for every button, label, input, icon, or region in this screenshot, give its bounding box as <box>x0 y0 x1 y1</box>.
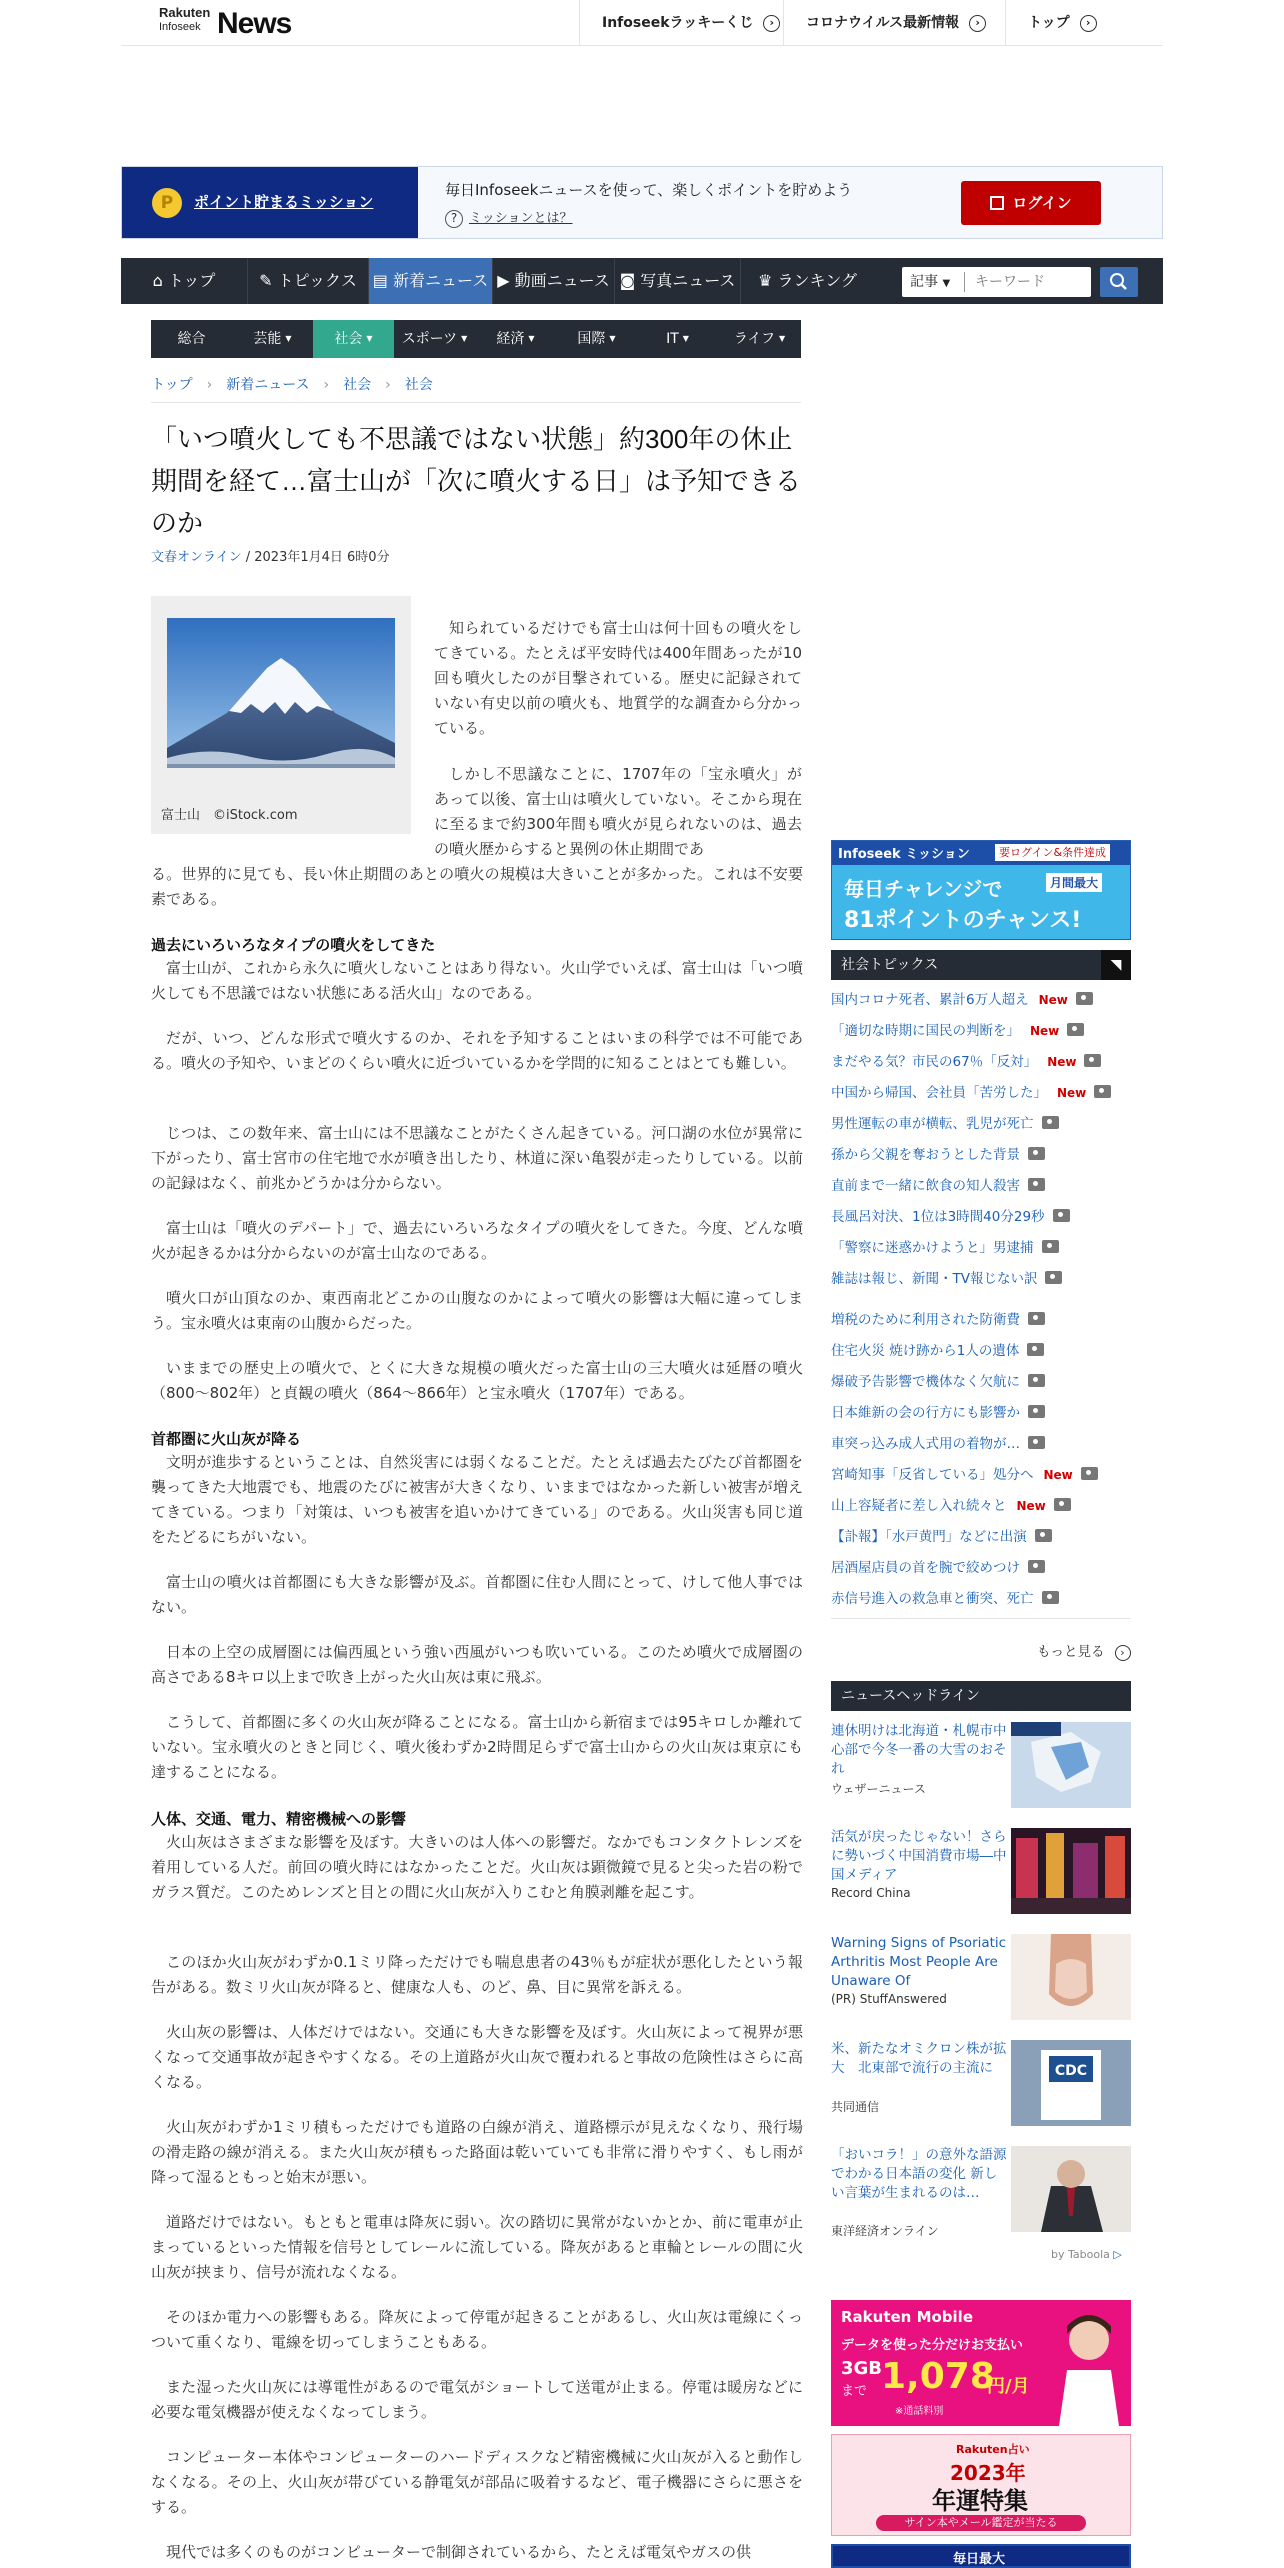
article-paragraph: じつは、この数年来、富士山には不思議なことがたくさん起きている。河口湖の水位が異常に下がったり、富士宮市の住宅地で水が噴き出したり、林道に深い亀裂が走ったりしている。以前の記録はなく、前兆かどうかは分からない。 <box>151 1124 803 1192</box>
article-paragraph: こうして、首都圏に多くの火山灰が降ることになる。富士山から新宿までは95キロしか離れていない。宝永噴火のときと同じく、噴火後わずか2時間足らずで富士山からの火山灰は東京にも達することになる。 <box>151 1713 803 1781</box>
article-paragraph: 火山灰はさまざまな影響を及ぼす。大きいのは人体への影響だ。なかでもコンタクトレンズを着用している人だ。前回の噴火時にはなかったことだ。火山灰は顕微鏡で見ると尖った岩の粉でガラス質だ。このためレンズと目との間に火山灰が入りこむと角膜剥離を起こす。 <box>151 1833 803 1901</box>
topic-label: 直前まで一緒に飲食の知人殺害 <box>831 1178 1020 1194</box>
city-night-thumbnail <box>1011 1828 1131 1914</box>
mission-bar <box>121 166 1163 239</box>
mission-text: 毎日Infoseekニュースを使って、楽しくポイントを貯めよう <box>445 181 853 199</box>
document-icon: ▤ <box>372 271 393 290</box>
search-button[interactable] <box>1100 267 1138 297</box>
header-link-label: トップ <box>1028 15 1070 31</box>
ad-price: 1,078 <box>881 2356 995 2397</box>
breadcrumb <box>151 374 433 394</box>
headline-item[interactable] <box>831 2040 1131 2128</box>
nav-topics[interactable] <box>248 258 369 304</box>
login-button[interactable] <box>961 181 1101 225</box>
search-box <box>902 267 1091 297</box>
mission-what-link[interactable] <box>445 207 572 228</box>
topic-item[interactable] <box>831 1403 1045 1423</box>
mission-what-label: ミッションとは？ <box>469 211 573 226</box>
article-paragraph: また湿った火山灰には導電性があるので電気がショートして送電が止まる。停電は暖房などに必要な電気機器が使えなくなってしまう。 <box>151 2378 803 2421</box>
headline-text: Warning Signs of Psoriatic Arthritis Most People Are Unaware Of <box>831 1935 1007 1989</box>
camera-icon <box>1045 1271 1062 1284</box>
topic-item[interactable] <box>831 1052 1101 1072</box>
cat-entertainment[interactable] <box>232 320 313 358</box>
camera-icon <box>1067 1023 1084 1036</box>
mission-banner-main2: 81ポイントのチャンス! <box>844 908 1082 933</box>
topic-item[interactable] <box>831 1341 1044 1361</box>
mission-banner-badge: 月間最大 <box>1046 873 1102 892</box>
topic-label: 雑誌は報じ、新聞・TV報じない訳 <box>831 1271 1038 1287</box>
cat-international[interactable] <box>556 320 637 358</box>
model-portrait <box>1049 2304 1129 2426</box>
article-paragraph: 火山灰がわずか1ミリ積もっただけでも道路の白線が消え、道路標示が見えなくなり、飛行場の滑走路の線が消える。また火山灰が積もった路面は乾いていても非常に滑りやすく、もし雨が降って湿るともっと始末が悪い。 <box>151 2118 803 2186</box>
topic-item[interactable] <box>831 1176 1045 1196</box>
fingernail-thumbnail <box>1011 1934 1131 2020</box>
camera-icon <box>1028 1178 1045 1191</box>
cat-label: スポーツ <box>401 331 458 347</box>
mission-banner-tag: 要ログイン&条件達成 <box>995 844 1110 861</box>
mission-banner-title: Infoseek ミッション <box>838 847 970 862</box>
svg-text:CDC: CDC <box>1054 2063 1088 2079</box>
topic-label: 孫から父親を奪おうとした背景 <box>831 1147 1020 1163</box>
headline-text: 活気が戻ったじゃない！さらに勢いづく中国消費市場―中国メディア <box>831 1829 1007 1883</box>
nav-photo[interactable] <box>615 258 741 304</box>
article-paragraph: コンピューター本体やコンピューターのハードディスクなど精密機械に火山灰が入ると動作しなくなる。その上、火山灰が帯びている静電気が部品に吸着するなど、電子機器にさらに悪さをする。 <box>151 2448 803 2516</box>
mission-link[interactable]: ポイント貯まるミッション <box>194 193 374 211</box>
topic-item[interactable] <box>831 1434 1045 1454</box>
topic-label: 長風呂対決、1位は3時間40分29秒 <box>831 1209 1045 1225</box>
camera-icon <box>1084 1054 1101 1067</box>
headline-source: Record China <box>831 1886 911 1900</box>
topic-item[interactable] <box>831 1496 1071 1516</box>
cat-label: ライフ <box>733 331 775 347</box>
article-paragraph: 知られているだけでも富士山は何十回もの噴火をしてきている。たとえば平安時代は400年間あったが10回も噴火したのが目撃されている。歴史に記録されていない有史以前の噴火も、地質学的な調査から分かっている。 <box>434 619 802 737</box>
new-badge: New <box>1016 1499 1046 1513</box>
figure-caption: 富士山 ©iStock.com <box>161 808 298 823</box>
cat-sports[interactable] <box>394 320 475 358</box>
article-date: / 2023年1月4日 6時0分 <box>241 550 390 565</box>
mission-banner-head <box>832 841 1130 865</box>
ad-brand: Rakuten占い <box>956 2443 1030 2456</box>
camera-icon <box>1081 1467 1098 1480</box>
topic-item[interactable] <box>831 1114 1059 1134</box>
article-paragraph: いままでの歴史上の噴火で、とくに大きな規模の噴火だった富士山の三大噴火は延暦の噴火（800～802年）と貞観の噴火（864～866年）と宝永噴火（1707年）である。 <box>151 1359 803 1402</box>
article-title: 「いつ噴火しても不思議ではない状態」約300年の休止期間を経て…富士山が「次に噴火する日」は予知できるのか <box>151 424 802 538</box>
article-paragraph: 日本の上空の成層圏には偏西風という強い西風がいつも吹いている。このため噴火で成層圏の高さである8キロ以上まで吹き上がった火山灰は東に飛ぶ。 <box>151 1643 803 1686</box>
nav-label: 新着ニュース <box>393 271 489 290</box>
section-heading: 人体、交通、電力、精密機械への影響 <box>151 1810 407 1828</box>
headline-title: ニュースヘッドライン <box>841 1688 980 1704</box>
topic-label: 山上容疑者に差し入れ続々と <box>831 1498 1007 1514</box>
topic-label: 車突っ込み成人式用の着物が… <box>831 1436 1020 1452</box>
coin-icon: P <box>152 188 182 218</box>
bottom-ad[interactable] <box>831 2544 1131 2568</box>
chevron-down-icon: ▼ <box>942 278 951 289</box>
home-icon: ⌂ <box>152 271 168 290</box>
article-paragraph: そのほか電力への影響もある。降灰によって停電が起きることがあるし、火山灰は電線にくっついて重くなり、電線を切ってしまうこともある。 <box>151 2308 803 2351</box>
topic-item[interactable] <box>831 1465 1098 1485</box>
play-icon: ▶ <box>497 271 515 290</box>
chevron-right-icon: › <box>1115 1645 1131 1661</box>
ad-brand: Rakuten Mobile <box>841 2308 973 2326</box>
crown-icon: ♛ <box>758 271 778 290</box>
topics-title: 社会トピックス <box>841 957 939 973</box>
topic-label: 「適切な時期に国民の判断を」 <box>831 1023 1020 1039</box>
pencil-icon: ✎ <box>259 271 278 290</box>
chevron-right-icon: › <box>385 377 391 393</box>
topic-item[interactable] <box>831 1021 1084 1041</box>
taboola-label: by Taboola <box>1051 2248 1110 2261</box>
ad-unit: 円/月 <box>987 2376 1030 2397</box>
camera-icon <box>1027 1343 1044 1356</box>
mount-fuji-photo[interactable] <box>167 618 395 768</box>
article-paragraph: しかし不思議なことに、1707年の「宝永噴火」があって以後、富士山は噴火していない。そこから現在に至るまで約300年間も噴火が見られないのは、過去の噴火歴からすると異例の休止期間であ <box>434 765 802 858</box>
divider <box>831 1618 1131 1619</box>
header-link-label: コロナウイルス最新情報 <box>806 15 960 31</box>
topic-item[interactable] <box>831 1238 1059 1258</box>
page <box>121 0 1163 2568</box>
cat-life[interactable] <box>718 320 801 358</box>
article-paragraph: る。世界的に見ても、長い休止期間のあとの噴火の規模は大きいことが多かった。これは不安要素である。 <box>151 865 803 908</box>
search-type-label: 記事 <box>910 274 938 290</box>
camera-icon <box>1035 1529 1052 1542</box>
topic-item[interactable] <box>831 1310 1045 1330</box>
article-paragraph: 富士山が、これから永久に噴火しないことはあり得ない。火山学でいえば、富士山は「いつ噴火しても不思議ではない状態にある活火山」なのである。 <box>151 959 803 1002</box>
site-logo[interactable] <box>159 6 299 40</box>
cat-society[interactable] <box>313 320 394 358</box>
camera-icon <box>1028 1312 1045 1325</box>
ad-year: 2023年 <box>950 2461 1026 2485</box>
camera-icon <box>1028 1436 1045 1449</box>
headline-item[interactable] <box>831 1934 1131 2022</box>
cat-economy[interactable] <box>475 320 556 358</box>
ad-3gb: 3GB <box>841 2358 883 2379</box>
article-paragraph: 噴火口が山頂なのか、東西南北どこかの山腹なのかによって噴火の影響は大幅に違ってしまう。宝永噴火は東南の山腹からだった。 <box>151 1289 803 1332</box>
new-badge: New <box>1038 993 1068 1007</box>
rakuten-mobile-ad[interactable] <box>831 2300 1131 2426</box>
article-figure <box>151 596 411 834</box>
breadcrumb-item[interactable]: 社会 <box>343 377 372 393</box>
topic-label: 爆破予告影響で機体なく欠航に <box>831 1374 1020 1390</box>
rakuten-fortune-ad[interactable] <box>831 2434 1131 2536</box>
ad-text: 毎日最大 <box>953 2552 1006 2567</box>
camera-icon: ◙ <box>619 271 641 290</box>
businessman-thumbnail <box>1011 2146 1131 2232</box>
taboola-icon: ▷ <box>1113 2248 1122 2261</box>
article-paragraph: このほか火山灰がわずか0.1ミリ降っただけでも喘息患者の43％もが症状が悪化したという報告がある。数ミリ火山灰が降ると、健康な人も、のど、鼻、目に異常を訴える。 <box>151 1953 803 1996</box>
cat-label: 国際 <box>577 331 606 347</box>
camera-icon <box>1028 1374 1045 1387</box>
camera-icon <box>1042 1240 1059 1253</box>
headline-text: 連休明けは北海道・札幌市中心部で今冬一番の大雪のおそれ <box>831 1723 1007 1777</box>
login-icon <box>990 196 1004 210</box>
ad-sub: サイン本やメール鑑定が当たる <box>876 2515 1086 2531</box>
topic-label: 男性運転の車が横転、乳児が死亡 <box>831 1116 1034 1132</box>
logo-infoseek: Infoseek <box>159 21 201 33</box>
rss-icon[interactable]: ◥ <box>1101 950 1131 980</box>
main-nav <box>121 258 1163 304</box>
topic-item[interactable] <box>831 1269 1062 1289</box>
camera-icon <box>1028 1405 1045 1418</box>
more-label: もっと見る <box>1037 1644 1105 1660</box>
mission-banner-body <box>832 865 1130 939</box>
more-link[interactable] <box>1037 1640 1131 1661</box>
topic-label: 居酒屋店員の首を腕で絞めつけ <box>831 1560 1020 1576</box>
nav-label: トピックス <box>277 271 357 290</box>
headline-item[interactable] <box>831 1828 1131 1916</box>
topic-label: 中国から帰国、会社員「苦労した」 <box>831 1085 1047 1101</box>
site-header <box>121 0 1163 46</box>
topic-item[interactable] <box>831 1558 1045 1578</box>
caret-down-icon: ▼ <box>285 334 292 343</box>
new-badge: New <box>1043 1468 1073 1482</box>
search-icon <box>1100 267 1138 297</box>
taboola-credit[interactable] <box>1051 2248 1122 2261</box>
cat-label: 経済 <box>496 331 525 347</box>
topics-header <box>831 950 1131 980</box>
topic-label: 住宅火災 焼け跡から1人の遺体 <box>831 1343 1020 1359</box>
cdc-sign-thumbnail <box>1011 2040 1131 2126</box>
chevron-right-icon: › <box>969 15 986 32</box>
caret-down-icon: ▼ <box>461 334 468 343</box>
topic-item[interactable] <box>831 1589 1059 1609</box>
mission-banner-main1: 毎日チャレンジで <box>844 877 1003 901</box>
topic-label: 宮崎知事「反省している」処分へ <box>831 1467 1034 1483</box>
new-badge: New <box>1030 1024 1060 1038</box>
ad-made: まで <box>841 2384 868 2399</box>
chevron-right-icon: › <box>323 377 330 393</box>
topic-label: 「警察に迷惑かけようと」男逮捕 <box>831 1240 1034 1256</box>
camera-icon <box>1094 1085 1111 1098</box>
nav-top[interactable] <box>121 258 248 304</box>
ad-title: 年運特集 <box>932 2487 1028 2515</box>
camera-icon <box>1028 1560 1045 1573</box>
mission-box <box>122 167 418 238</box>
caret-down-icon: ▼ <box>609 334 616 343</box>
caret-down-icon: ▼ <box>528 334 535 343</box>
login-label: ログイン <box>1012 194 1072 212</box>
topic-label: 【訃報】「水戸黄門」などに出演 <box>831 1529 1027 1545</box>
topic-label: 国内コロナ死者、累計6万人超え <box>831 992 1029 1008</box>
topic-item[interactable] <box>831 990 1093 1010</box>
logo-rakuten: Rakuten <box>159 5 211 20</box>
topic-label: 赤信号進入の救急車と衝突、死亡 <box>831 1591 1034 1607</box>
article-paragraph: だが、いつ、どんな形式で噴火するのか、それを予知することはいまの科学では不可能である。噴火の予知や、いまどのくらい噴火に近づいているかを学問的に知ることはとても難しい。 <box>151 1029 803 1072</box>
article-paragraph: 現代では多くのものがコンピューターで制御されているから、たとえば電気やガスの供 <box>166 2543 752 2561</box>
ad-note: ※通話料別 <box>895 2406 944 2417</box>
article-paragraph: 道路だけではない。もともと電車は降灰に弱い。次の踏切に異常がないかとか、前に電車が止まっているといった情報を信号としてレールに流している。降灰があると車輪とレールの間に火山灰が挟まり、信号が流れなくなる。 <box>151 2213 803 2281</box>
caret-down-icon: ▼ <box>682 334 689 343</box>
nav-label: 動画ニュース <box>514 271 610 290</box>
nav-ranking[interactable] <box>741 258 874 304</box>
camera-icon <box>1054 1498 1071 1511</box>
question-icon: ? <box>445 210 463 228</box>
new-badge: New <box>1057 1086 1087 1100</box>
section-heading: 過去にいろいろなタイプの噴火をしてきた <box>151 936 436 954</box>
article-paragraph: 富士山の噴火は首都圏にも大きな影響が及ぶ。首都圏に住む人間にとって、けして他人事ではない。 <box>151 1573 803 1616</box>
cat-label: 総合 <box>177 331 206 347</box>
topic-item[interactable] <box>831 1527 1052 1547</box>
logo-news: News <box>217 7 292 40</box>
header-link-lucky[interactable] <box>579 0 783 46</box>
chevron-right-icon: › <box>206 377 213 393</box>
headline-text: 「おいコラ！」の意外な語源でわかる日本語の変化 新しい言葉が生まれるのは… <box>831 2147 1007 2201</box>
nav-latest[interactable] <box>369 258 493 304</box>
headline-source: 東洋経済オンライン <box>831 2224 939 2238</box>
headline-item[interactable] <box>831 1722 1131 1810</box>
topic-item[interactable] <box>831 1207 1070 1227</box>
new-badge: New <box>1047 1055 1077 1069</box>
nav-video[interactable] <box>493 258 615 304</box>
nav-label: 写真ニュース <box>640 271 736 290</box>
weather-map-thumbnail <box>1011 1722 1131 1808</box>
article-paragraph: 富士山は「噴火のデパート」で、過去にいろいろなタイプの噴火をしてきた。今度、どんな噴火が起きるかは分からないのが富士山なのである。 <box>151 1219 803 1262</box>
divider <box>151 402 801 403</box>
cat-label: IT <box>666 331 679 347</box>
topic-label: 日本維新の会の行方にも影響か <box>831 1405 1020 1421</box>
camera-icon <box>1042 1116 1059 1129</box>
header-link-label: Infoseekラッキーくじ <box>602 15 754 31</box>
breadcrumb-item[interactable]: トップ <box>151 377 193 393</box>
camera-icon <box>1053 1209 1070 1222</box>
topic-label: まだやる気？市民の67％「反対」 <box>831 1054 1038 1070</box>
article-meta <box>151 546 390 565</box>
camera-icon <box>1028 1147 1045 1160</box>
camera-icon <box>1076 992 1093 1005</box>
header-link-top[interactable] <box>1005 0 1163 46</box>
headline-source: (PR) StuffAnswered <box>831 1992 947 2006</box>
cat-general[interactable] <box>151 320 232 358</box>
header-link-corona[interactable] <box>783 0 1005 46</box>
chevron-right-icon: › <box>1080 15 1097 32</box>
topic-item[interactable] <box>831 1372 1045 1392</box>
caret-down-icon: ▼ <box>779 334 786 343</box>
cat-it[interactable] <box>637 320 718 358</box>
headline-source: ウェザーニュース <box>831 1782 926 1796</box>
section-heading: 首都圏に火山灰が降る <box>151 1430 302 1448</box>
breadcrumb-item[interactable]: 社会 <box>404 377 433 393</box>
caret-down-icon: ▼ <box>366 334 373 343</box>
headline-header <box>831 1681 1131 1711</box>
article-source-link[interactable]: 文春オンライン <box>151 550 242 565</box>
search-type-select[interactable] <box>910 267 950 299</box>
mission-banner[interactable] <box>831 840 1131 940</box>
headline-source: 共同通信 <box>831 2100 880 2114</box>
chevron-right-icon: › <box>763 15 780 32</box>
topic-item[interactable] <box>831 1145 1045 1165</box>
nav-label: トップ <box>167 271 216 290</box>
article-paragraph: 火山灰の影響は、人体だけではない。交通にも大きな影響を及ぼす。火山灰によって視界が悪くなって交通事故が起きやすくなる。その上道路が火山灰で覆われると事故の危険性はさらに高くなる。 <box>151 2023 803 2091</box>
headline-item[interactable] <box>831 2146 1131 2238</box>
topic-label: 増税のために利用された防衛費 <box>831 1312 1020 1328</box>
nav-label: ランキング <box>777 271 857 290</box>
cat-label: 社会 <box>334 331 363 347</box>
camera-icon <box>1042 1591 1059 1604</box>
ad-line: データを使った分だけお支払い <box>841 2338 1024 2353</box>
topic-item[interactable] <box>831 1083 1111 1103</box>
breadcrumb-item[interactable]: 新着ニュース <box>226 377 310 393</box>
headline-text: 米、新たなオミクロン株が拡大 北東部で流行の主流に <box>831 2041 1007 2076</box>
cat-label: 芸能 <box>253 331 282 347</box>
search-input[interactable] <box>964 272 1086 292</box>
category-bar <box>151 320 801 358</box>
article-paragraph: 文明が進歩するということは、自然災害には弱くなることだ。たとえば過去たびたび首都圏を襲ってきた大地震でも、地震のたびに被害が大きくなり、いままではなかった新しい被害が増えてきている。つまり「対策は、いつも被害を追いかけてきている」のである。火山災害も同じ道をたどるにちがいない。 <box>151 1453 803 1546</box>
